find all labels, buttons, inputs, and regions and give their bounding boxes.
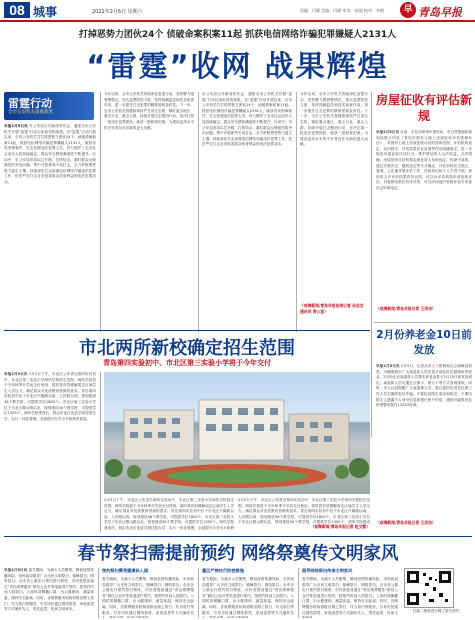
pension-story-byline: （观海新闻/青岛早报记者 王沭洁） <box>376 520 436 525</box>
school-building-photo <box>104 372 370 494</box>
house-story-text: 日前，市住房和城乡建设局、市自然资源和规划局联合印发《青岛市国有土地上房屋征收评估管理办法》，对国有土地上房屋征收评估的适用范围、评估机构选定、评估程序、评估结果异议处理等作出明确规定，进一步规范房屋征收评估行为，维护被征收人合法权益。办法明确，房屋征收评估机构由被征收人协商选定，协商不成的，通过多数决定、随机选定等方式确定。评估机构应当独立、客观、公正地开展评估工作，任何单位和个人不得干预。被征收人对评估结果有异议的，可以向评估机构申请复核评估，对复核结果仍有异议的，可以向房地产价格评估专家委员会申请鉴定。 <box>376 130 472 190</box>
col-divider <box>100 92 101 332</box>
spring-story-headline: 春节祭扫需提前预约 网络祭奠传文明家风 <box>77 544 399 564</box>
col-divider <box>198 568 199 618</box>
school-story-col2: 2月5日下午，市北区公布青岛第四实验初中、市北区第三实验小学两所学校招生范围。两所学校将于今年秋季开学前交付使用，届时将有效缓解周边区域学生入学压力，满足群众对优质教育资源的需求。青岛第四实验初中位于市北区兴隆路以南、人民路以西，规划建设36个教学班，可提供学位1800个。市北区第三实验小学位于市北区鞍山路以北，规划建设30个教学班，可提供学位1350个。两所学校建成后，将由市北区优质学校托管办学，实行一体化管理，全面提升办学水平和教 <box>104 498 234 530</box>
editor-credits: 责编：闫雁 美编：闫雁 审读：赵刚 校对：李朝 <box>300 8 384 13</box>
col-divider <box>198 92 199 332</box>
pension-story-body <box>376 364 472 518</box>
qr-code-icon <box>405 569 453 607</box>
spring-story-col3: 春节期间，为减少人员聚集，降低疫情传播风险，市民政局倡导广大市民文明祭扫、错峰祭扫、网络祭扫。全市各公墓实行预约祭扫制度，市民需提前通过“青岛殡葬服务”微信公众号等渠道进行预约，按预约时间入园祭扫。入园时须佩戴口罩、出示健康码、测量体温，保持安全距离。同时，各殡葬服务机构将推出网上祭扫、代为祭扫等服务，引导市民通过网络祭奠、家庭追思等方式缅怀先 <box>202 577 294 615</box>
school-story-col1 <box>4 372 96 532</box>
banner-title: 雷霆行动 <box>8 97 52 110</box>
top-story-col4: 今年以来，全市公安机关持续深化雷霆行动，坚持警力跟着警情走，加大巡逻防控力度，发挥视频监控和技术侦查作用，进一步提升打击犯罪的精准度和及时性。下一步，全市公安机关将继续保持严打高压态势，紧盯重点地区、重点行业、重点人群，持续开展打击整治行动，坚决打掉一批违法犯罪团伙，破获一批积案旧案，为建设更高水平的平安青岛作出新的更大贡献。 <box>300 92 368 147</box>
top-story-dateline: 早报2月5日讯 <box>4 124 28 128</box>
school-building-illustration <box>104 372 370 494</box>
section-divider <box>4 536 472 537</box>
operation-banner <box>4 92 94 120</box>
issue-date: 2021年2月6日 星期六 <box>92 9 143 15</box>
top-story-col2: 今年以来，全市公安机关持续深化雷霆行动，坚持警力跟着警情走，加大巡逻防控力度，发挥视频监控和技术侦查作用，进一步提升打击犯罪的精准度和及时性。下一步，全市公安机关将继续保持严打高压态势，紧盯重点地区、重点行业、重点人群，持续开展打击整治行动，坚决打掉一批违法犯罪团伙，破获一批积案旧案，为建设更高水平的平安青岛作出新的更大贡献。 <box>104 92 194 130</box>
top-story-body: 市公安局召开新闻发布会，通报全市公安机关开展“雷霆”行动以来取得的战果。自“雷霆”行动开展以来，全市公安机关共打掉恶势力团伙24个，侦破命案积案11起，抓获电信网络诈骗犯罪嫌疑人2131人，破获各类刑事案件，打击处理违法犯罪人员，有力维护了全市社会治安大局持续稳定，群众安全感和满意度不断提升。行动中，市公安局坚持以打开路、打防结合，紧盯群众反映强烈的突出问题，集中开展系列专项打击，全力铲除黑恶势力滋生土壤，持续深化打击治理电信网络诈骗违法犯罪工作，依法严厉打击各类侵害群众切身利益的违法犯罪活动。 <box>4 124 96 184</box>
col-divider <box>98 568 99 618</box>
spring-story-col2: 春节期间，为减少人员聚集，降低疫情传播风险，市民政局倡导广大市民文明祭扫、错峰祭扫、网络祭扫。全市各公墓实行预约祭扫制度，市民需提前通过“青岛殡葬服务”微信公众号等渠道进行预约，按预约时间入园祭扫。入园时须佩戴口罩、出示健康码、测量体温，保持安全距离。同时，各殡葬服务机构将推出网上祭扫、代为祭扫等服务，引导市民通过网络祭奠、家庭追思等方式缅怀先 <box>102 577 194 615</box>
house-story-body <box>376 130 472 305</box>
paper-logo-badge: 早 <box>400 2 416 18</box>
qr-code-image <box>404 568 454 608</box>
spring-story-dateline: 早报2月5日讯 <box>4 568 28 572</box>
spring-subhead-3: 倡导网络祭扫传承文明家风 <box>302 568 353 573</box>
qr-caption: 扫描二维码进行网上祭扫预约 <box>412 609 460 613</box>
spring-subhead-1: 预约祭扫需凭健康码入园 <box>102 568 149 573</box>
banner-subtitle: 全市公安机关雷霆战果 <box>8 110 53 115</box>
house-story-dateline: 早报2月5日讯 <box>376 130 399 134</box>
masthead-rule <box>0 20 475 22</box>
masthead <box>0 0 475 22</box>
col-divider <box>100 372 101 532</box>
top-story-kicker: 打掉恶势力团伙24个 侦破命案积案11起 抓获电信网络诈骗犯罪嫌疑人2131人 <box>78 30 397 40</box>
paper-name: 青岛早报 <box>418 6 462 19</box>
pension-story-text: 2月5日，记者从市人力资源和社会保障局获悉，为确保我市广大离退休人员在春节前及时足额领取养老金，2月份企业离退休人员基本养老金将于2月10日前发放到位。离退休人员可通过社保卡、银行卡等方式查询领取。同时，市人社局提醒广大离退休人员，要注意防范冒充社保工作人员实施的电信诈骗，不要轻信陌生电话和短信，不要向陌生人透露个人身份信息和银行账户信息，遇到可疑情况及时报警或拨打12333咨询。 <box>376 364 472 408</box>
section-divider <box>374 322 472 323</box>
school-story-headline: 市北两所新校确定招生范围 <box>79 338 295 358</box>
page-number: 08 <box>4 2 30 18</box>
spring-story-col1 <box>4 568 94 618</box>
top-story-col1 <box>4 124 96 324</box>
pension-story-dateline: 早报2月5日讯 <box>376 364 400 368</box>
house-story-headline: 房屋征收有评估新规 <box>376 93 472 123</box>
school-story-body: 2月5日下午，市北区公布青岛第四实验初中、市北区第三实验小学两所学校招生范围。两所学校将于今年秋季开学前交付使用，届时将有效缓解周边区域学生入学压力，满足群众对优质教育资源的需求。青岛第四实验初中位于市北区兴隆路以南、人民路以西，规划建设36个教学班，可提供学位1800个。市北区第三实验小学位于市北区鞍山路以北，规划建设30个教学班，可提供学位1350个。两所学校建成后，将由市北区优质学校托管办学，实行一体化管理，全面提升办学水平和教育质量。 <box>4 372 96 421</box>
section-divider <box>4 330 370 331</box>
top-story-headline: “雷霆”收网 战果辉煌 <box>86 49 389 83</box>
top-story-byline: （观海新闻/青岛早报首席记者 孙启龙 通讯员 青公宣） <box>300 303 364 314</box>
spring-story-body: 春节期间，为减少人员聚集，降低疫情传播风险，市民政局倡导广大市民文明祭扫、错峰祭扫、网络祭扫。全市各公墓实行预约祭扫制度，市民需提前通过“青岛殡葬服务”微信公众号等渠道进行预约，按预约时间入园祭扫。入园时须佩戴口罩、出示健康码、测量体温，保持安全距离。同时，各殡葬服务机构将推出网上祭扫、代为祭扫等服务，引导市民通过网络祭奠、家庭追思等方式缅怀先人，寄托哀思，传承文明家风。 <box>4 568 94 612</box>
school-story-col3: 2月5日下午，市北区公布青岛第四实验初中、市北区第三实验小学两所学校招生范围。两所学校将于今年秋季开学前交付使用，届时将有效缓解周边区域学生入学压力，满足群众对优质教育资源的需求。青岛第四实验初中位于市北区兴隆路以南、人民路以西，规划建设36个教学班，可提供学位1800个。市北区第三实验小学位于市北区鞍山路以北，规划建设30个教学班，可提供学位1350个。两所学校建成 <box>238 498 370 524</box>
col-divider <box>298 568 299 618</box>
pension-story-headline: 2月份养老金10日前发放 <box>376 329 472 356</box>
section-name: 城事 <box>33 5 58 19</box>
house-story-byline: （观海新闻/青岛早报记者 王沭洁） <box>376 306 436 311</box>
right-col-divider <box>371 92 372 437</box>
spring-subhead-2: 墓区严格执行防控措施 <box>202 568 244 573</box>
school-story-dateline: 早报2月5日讯 <box>4 372 28 376</box>
school-story-subhead: 青岛第四实验初中、市北区第三实验小学将于今年交付 <box>103 359 271 367</box>
spring-story-col4: 春节期间，为减少人员聚集，降低疫情传播风险，市民政局倡导广大市民文明祭扫、错峰祭扫、网络祭扫。全市各公墓实行预约祭扫制度，市民需提前通过“青岛殡葬服务”微信公众号等渠道进行预约，按预约时间入园祭扫。入园时须佩戴口罩、出示健康码、测量体温，保持安全距离。同时，各殡葬服务机构将推出网上祭扫、代为祭扫等服务，引导市民通过网络祭奠、家庭追思等方式缅怀先人，寄托哀思，传承文 <box>302 577 398 615</box>
school-story-byline: （观海新闻/青岛早报记者 赵文敏） <box>310 524 370 529</box>
col-divider <box>296 92 297 332</box>
top-story-col3: 市公安局召开新闻发布会，通报全市公安机关开展“雷霆”行动以来取得的战果。自“雷霆”行动开展以来，全市公安机关共打掉恶势力团伙24个，侦破命案积案11起，抓获电信网络诈骗犯罪嫌疑人2131人，破获各类刑事案件，打击处理违法犯罪人员，有力维护了全市社会治安大局持续稳定，群众安全感和满意度不断提升。行动中，市公安局坚持以打开路、打防结合，紧盯群众反映强烈的突出问题，集中开展系列专项打击，全力铲除黑恶势力滋生土壤，持续深化打击治理电信网络诈骗违法犯罪工作，依法严厉打击各类侵害群众切身利益的违法犯罪活动。 <box>202 92 292 147</box>
